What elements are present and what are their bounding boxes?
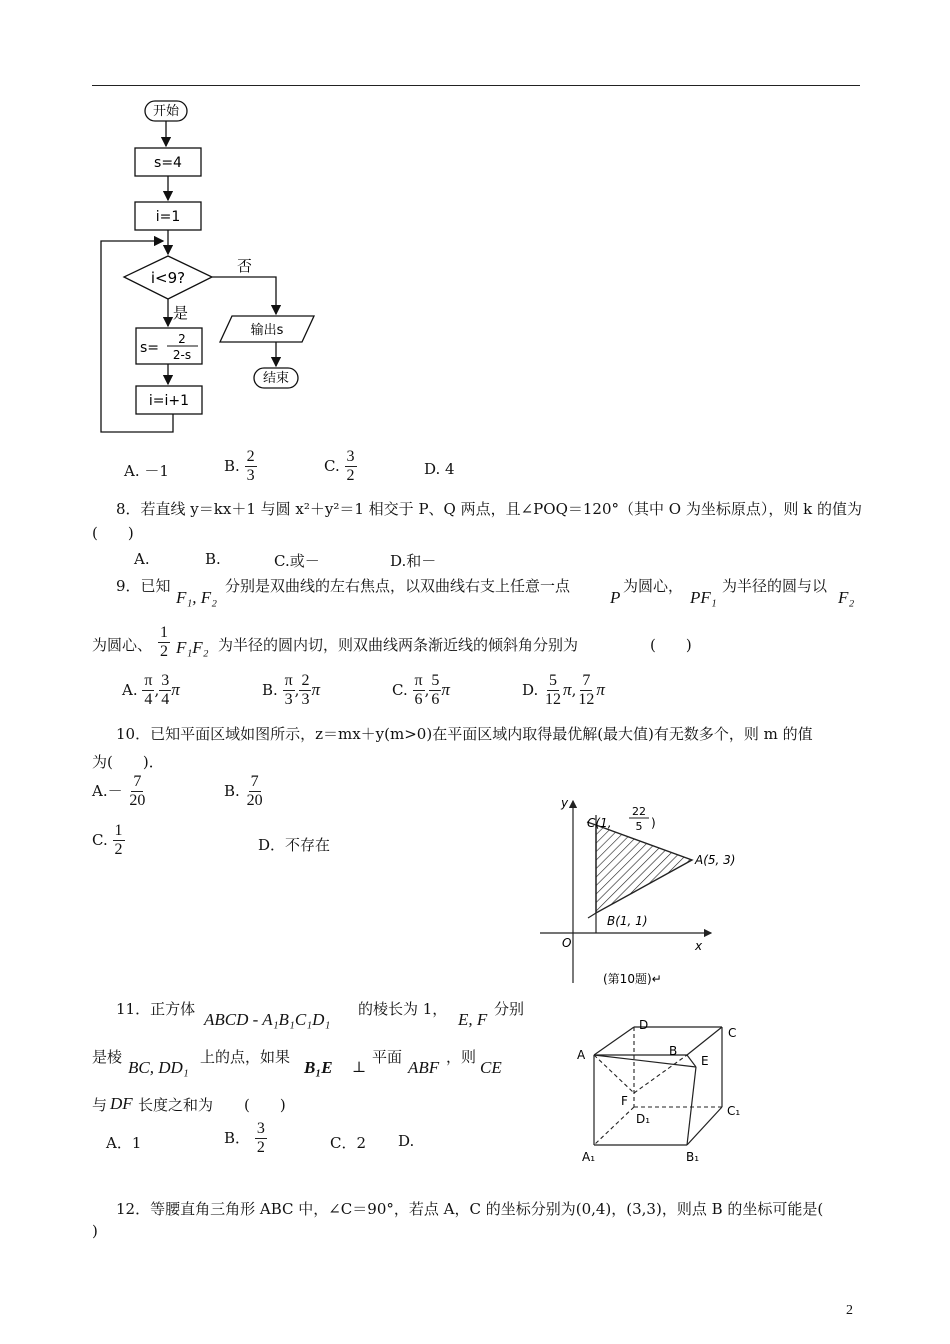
q7-option-b	[224, 448, 257, 486]
flow-end-text: 结束	[262, 371, 290, 386]
q8-stem-line2: ( )	[92, 524, 134, 542]
flow-start-text: 开始	[152, 104, 180, 119]
q11-fig-label-E: E	[701, 1054, 709, 1068]
q10-stem-line2: 为( )．	[92, 753, 164, 771]
q7-a-label: A.	[124, 462, 140, 480]
q9-F1F2-segment: F₁F₂	[176, 638, 209, 657]
q11-fig-label-A: A	[577, 1048, 586, 1062]
q7-c-label: C.	[324, 456, 340, 475]
flowchart-diagram	[95, 96, 335, 441]
q7-option-d	[424, 460, 455, 478]
q11-part3: 分别	[494, 1000, 525, 1018]
q9-F2: F₂	[838, 588, 855, 607]
q11-fig-label-F: F	[621, 1094, 628, 1108]
q10-option-a: A.－ $\frac{7}{20}$	[92, 773, 146, 810]
q9-part2: 分别是双曲线的左右焦点，以双曲线右支上任意一点	[225, 577, 571, 595]
q10-option-d: D．不存在	[258, 836, 331, 854]
q9-line2-b: 为半径的圆内切，则双曲线两条渐近线的倾斜角分别为	[218, 636, 579, 654]
q11-part2: 的棱长为 1，	[358, 1000, 448, 1018]
flow-i-init-text: i=1	[155, 209, 181, 225]
q7-option-c	[324, 448, 357, 486]
flow-s-update-num: 2	[178, 332, 186, 346]
q9-option-d: D. $\frac{5}{12}$ π, $\frac{7}{12}$ π	[522, 672, 605, 709]
q10-fig-x-label: x	[695, 939, 703, 953]
q9-PF1: PF₁	[690, 588, 717, 607]
q10-fig-caption: (第10题)↵	[603, 972, 662, 986]
page-number: 2	[846, 1303, 853, 1318]
q11-bracket: ( )	[244, 1096, 286, 1114]
q11-fig-label-B: B	[669, 1044, 678, 1058]
q9-bracket: ( )	[650, 636, 692, 654]
q10-fig-label-a: A(5, 3)	[695, 853, 736, 867]
q10-option-c: C. $\frac{1}{2}$	[92, 822, 123, 859]
q7-d-label: D.	[424, 460, 441, 478]
q11-perp: ⊥	[352, 1058, 367, 1076]
q11-B1E: B₁E	[304, 1058, 333, 1077]
q9-option-c: C. $\frac{\pi}{6}$ , $\frac{5}{6}$ π	[392, 672, 450, 709]
flow-output-text: 输出s	[250, 323, 284, 338]
q11-fig-label-D: D	[639, 1018, 649, 1032]
q9-option-b: B. $\frac{\pi}{3}$ , $\frac{2}{3}$ π	[262, 672, 320, 709]
flow-no-label: 否	[237, 257, 253, 275]
q9-line2-a: 为圆心、	[92, 636, 153, 654]
q11-fig-label-D1: D₁	[636, 1112, 651, 1126]
q7-c-fraction: $\frac{3}{2}$	[346, 448, 355, 485]
q9-part1: 9．已知	[116, 577, 171, 595]
q9-part4: 为半径的圆与以	[722, 577, 828, 595]
q11-DF: DF	[110, 1094, 133, 1113]
q8-option-a: A.	[134, 550, 150, 568]
header-rule	[92, 85, 860, 86]
q10-fig-origin: O	[562, 936, 572, 950]
q12-stem-line2: )	[92, 1222, 98, 1240]
q9-part3: 为圆心，	[623, 577, 684, 595]
q11-fig-label-C1: C₁	[727, 1104, 741, 1118]
q11-option-a: A．1	[106, 1134, 142, 1152]
q11-fig-label-B1: B₁	[686, 1150, 700, 1164]
q11-then: ，则	[446, 1048, 477, 1066]
q9-option-a: A. $\frac{\pi}{4}$ , $\frac{3}{4}$ π	[122, 672, 180, 709]
q10-region-figure	[535, 785, 740, 990]
q11-part1: 11．正方体	[116, 1000, 196, 1018]
q11-edges: BC, DD₁	[128, 1058, 189, 1077]
q11-cube-figure	[570, 1015, 760, 1165]
q7-d-value: 4	[445, 460, 455, 478]
q11-ABF: ABF	[408, 1058, 440, 1077]
q8-option-d: D.和－	[390, 552, 437, 570]
q10-stem-line1: 10．已知平面区域如图所示，z＝mx＋y(m>0)在平面区域内取得最优解(最大值)有无数多个，则 m 的值	[116, 725, 813, 743]
q8-option-c: C.或－	[274, 552, 320, 570]
flow-s-update-left: s=	[140, 340, 160, 356]
q8-stem-line1: 8．若直线 y＝kx＋1 与圆 x²＋y²＝1 相交于 P、Q 两点，且∠POQ＝120°（其中 O 为坐标原点），则 k 的值为	[116, 500, 862, 518]
q11-line3-a: 与	[92, 1096, 108, 1114]
flow-condition-text: i<9?	[150, 269, 186, 287]
q11-cube-name: ABCD - A₁B₁C₁D₁	[204, 1010, 331, 1029]
q12-stem-line1: 12．等腰直角三角形 ABC 中，∠C＝90°，若点 A，C 的坐标分别为(0,4)，(3,3)，则点 B 的坐标可能是(	[116, 1200, 824, 1218]
q10-fig-label-c-close: )	[651, 816, 656, 830]
q10-fig-label-c-den: 5	[635, 820, 643, 833]
q7-b-label: B.	[224, 456, 240, 475]
q9-P: P	[610, 588, 621, 607]
flow-s-update-den: 2-s	[172, 348, 192, 362]
q7-b-fraction: $\frac{2}{3}$	[246, 448, 255, 485]
q10-fig-triangle	[596, 825, 692, 913]
q11-fig-label-C: C	[728, 1026, 737, 1040]
q11-option-d: D.	[398, 1132, 415, 1150]
flow-yes-label: 是	[173, 304, 189, 322]
q11-line2-b: 上的点，如果	[200, 1048, 291, 1066]
q10-fig-label-c: C(1,	[587, 816, 612, 830]
flow-i-update-text: i=i+1	[148, 393, 190, 409]
q11-CE: CE	[480, 1058, 502, 1077]
q8-option-b: B.	[205, 550, 221, 568]
q7-a-value: －1	[144, 462, 169, 480]
q10-fig-y-label: y	[561, 796, 569, 810]
q11-option-c: C．2	[330, 1134, 367, 1152]
q7-option-a	[124, 460, 169, 481]
q11-option-b: B． $\frac{3}{2}$	[224, 1120, 265, 1157]
q11-EF: E, F	[458, 1010, 488, 1029]
q11-line2-a: 是棱	[92, 1048, 123, 1066]
q9-half-fraction: $\frac{1}{2}$	[160, 624, 168, 661]
q9-F1F2: F₁, F₂	[176, 588, 218, 607]
flow-s-init-text: s=4	[154, 155, 182, 171]
q10-option-b: B. $\frac{7}{20}$	[224, 773, 263, 810]
q11-fig-label-A1: A₁	[582, 1150, 596, 1164]
q11-plane: 平面	[372, 1048, 403, 1066]
q10-fig-label-c-num: 22	[632, 805, 646, 818]
q10-fig-label-b: B(1, 1)	[607, 914, 648, 928]
q11-line3-b: 长度之和为	[138, 1096, 214, 1114]
